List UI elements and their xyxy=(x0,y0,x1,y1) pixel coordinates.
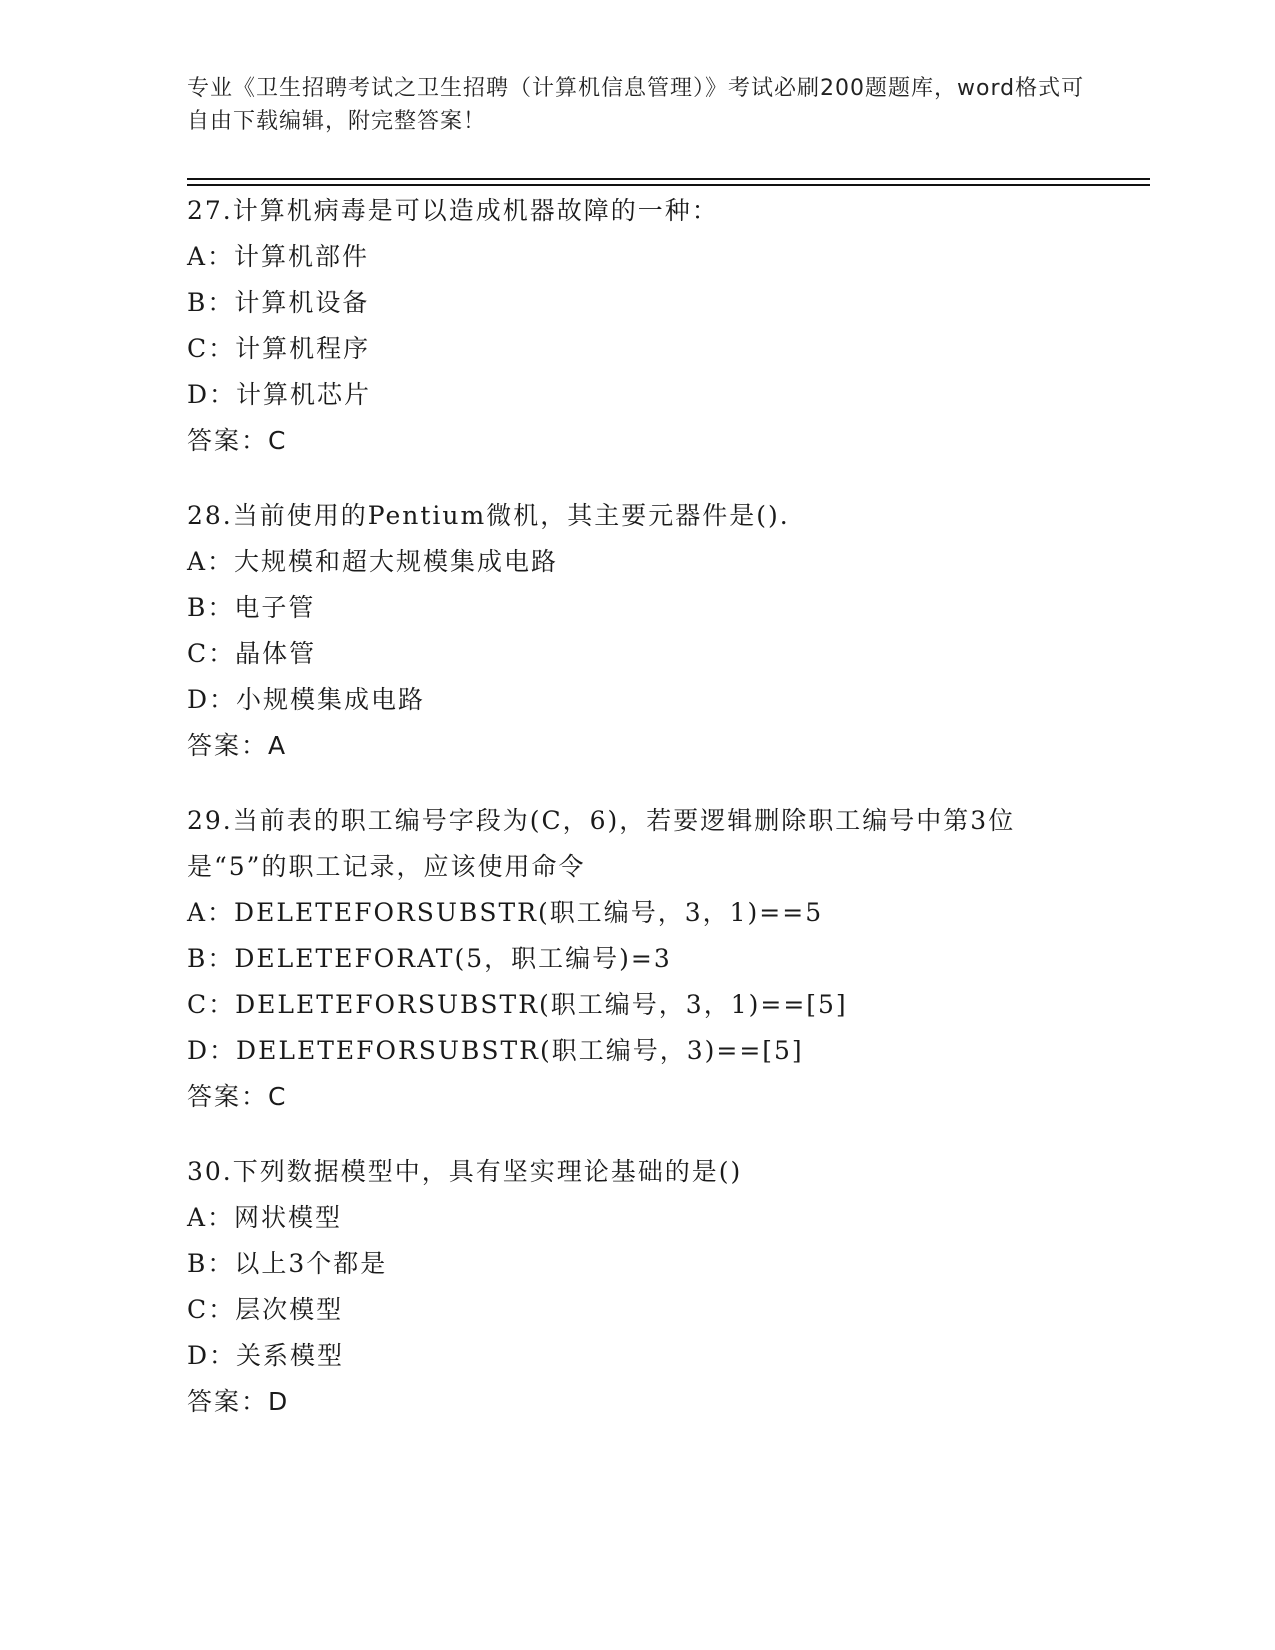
option-b: B：计算机设备 xyxy=(187,288,370,317)
question-stem: 29.当前表的职工编号字段为(C，6)，若要逻辑删除职工编号中第3位是“5”的职工记录，应该使用命令 xyxy=(187,806,1016,881)
option-a: A：计算机部件 xyxy=(187,242,370,271)
header-divider-bottom xyxy=(187,184,1150,186)
question-stem: 30.下列数据模型中，具有坚实理论基础的是() xyxy=(187,1157,743,1186)
question-29 xyxy=(187,798,1150,1120)
option-a: A：网状模型 xyxy=(187,1203,343,1232)
option-c: C：DELETEFORSUBSTR(职工编号，3，1)==[5] xyxy=(187,990,848,1019)
answer: 答案：A xyxy=(187,731,288,760)
option-a: A：DELETEFORSUBSTR(职工编号，3，1)==5 xyxy=(187,898,824,927)
question-28 xyxy=(187,493,1150,769)
option-c: C：层次模型 xyxy=(187,1295,344,1324)
option-d: D：计算机芯片 xyxy=(187,380,372,409)
header-divider-top xyxy=(187,178,1150,180)
answer: 答案：C xyxy=(187,426,288,455)
question-stem: 27.计算机病毒是可以造成机器故障的一种： xyxy=(187,196,719,225)
question-27 xyxy=(187,188,1150,464)
option-a: A：大规模和超大规模集成电路 xyxy=(187,547,559,576)
option-d: D：关系模型 xyxy=(187,1341,345,1370)
answer: 答案：D xyxy=(187,1387,290,1416)
option-b: B：DELETEFORAT(5，职工编号)=3 xyxy=(187,944,672,973)
question-30 xyxy=(187,1149,1150,1425)
option-c: C：计算机程序 xyxy=(187,334,371,363)
option-d: D：小规模集成电路 xyxy=(187,685,426,714)
question-list xyxy=(187,188,1150,1454)
document-header: 专业《卫生招聘考试之卫生招聘（计算机信息管理）》考试必刷200题题库，word格式可自由下载编辑，附完整答案！ xyxy=(187,76,1085,134)
option-b: B：以上3个都是 xyxy=(187,1249,388,1278)
option-b: B：电子管 xyxy=(187,593,316,622)
option-c: C：晶体管 xyxy=(187,639,317,668)
answer: 答案：C xyxy=(187,1082,288,1111)
question-stem: 28.当前使用的Pentium微机，其主要元器件是(). xyxy=(187,501,790,530)
option-d: D：DELETEFORSUBSTR(职工编号，3)==[5] xyxy=(187,1036,804,1065)
